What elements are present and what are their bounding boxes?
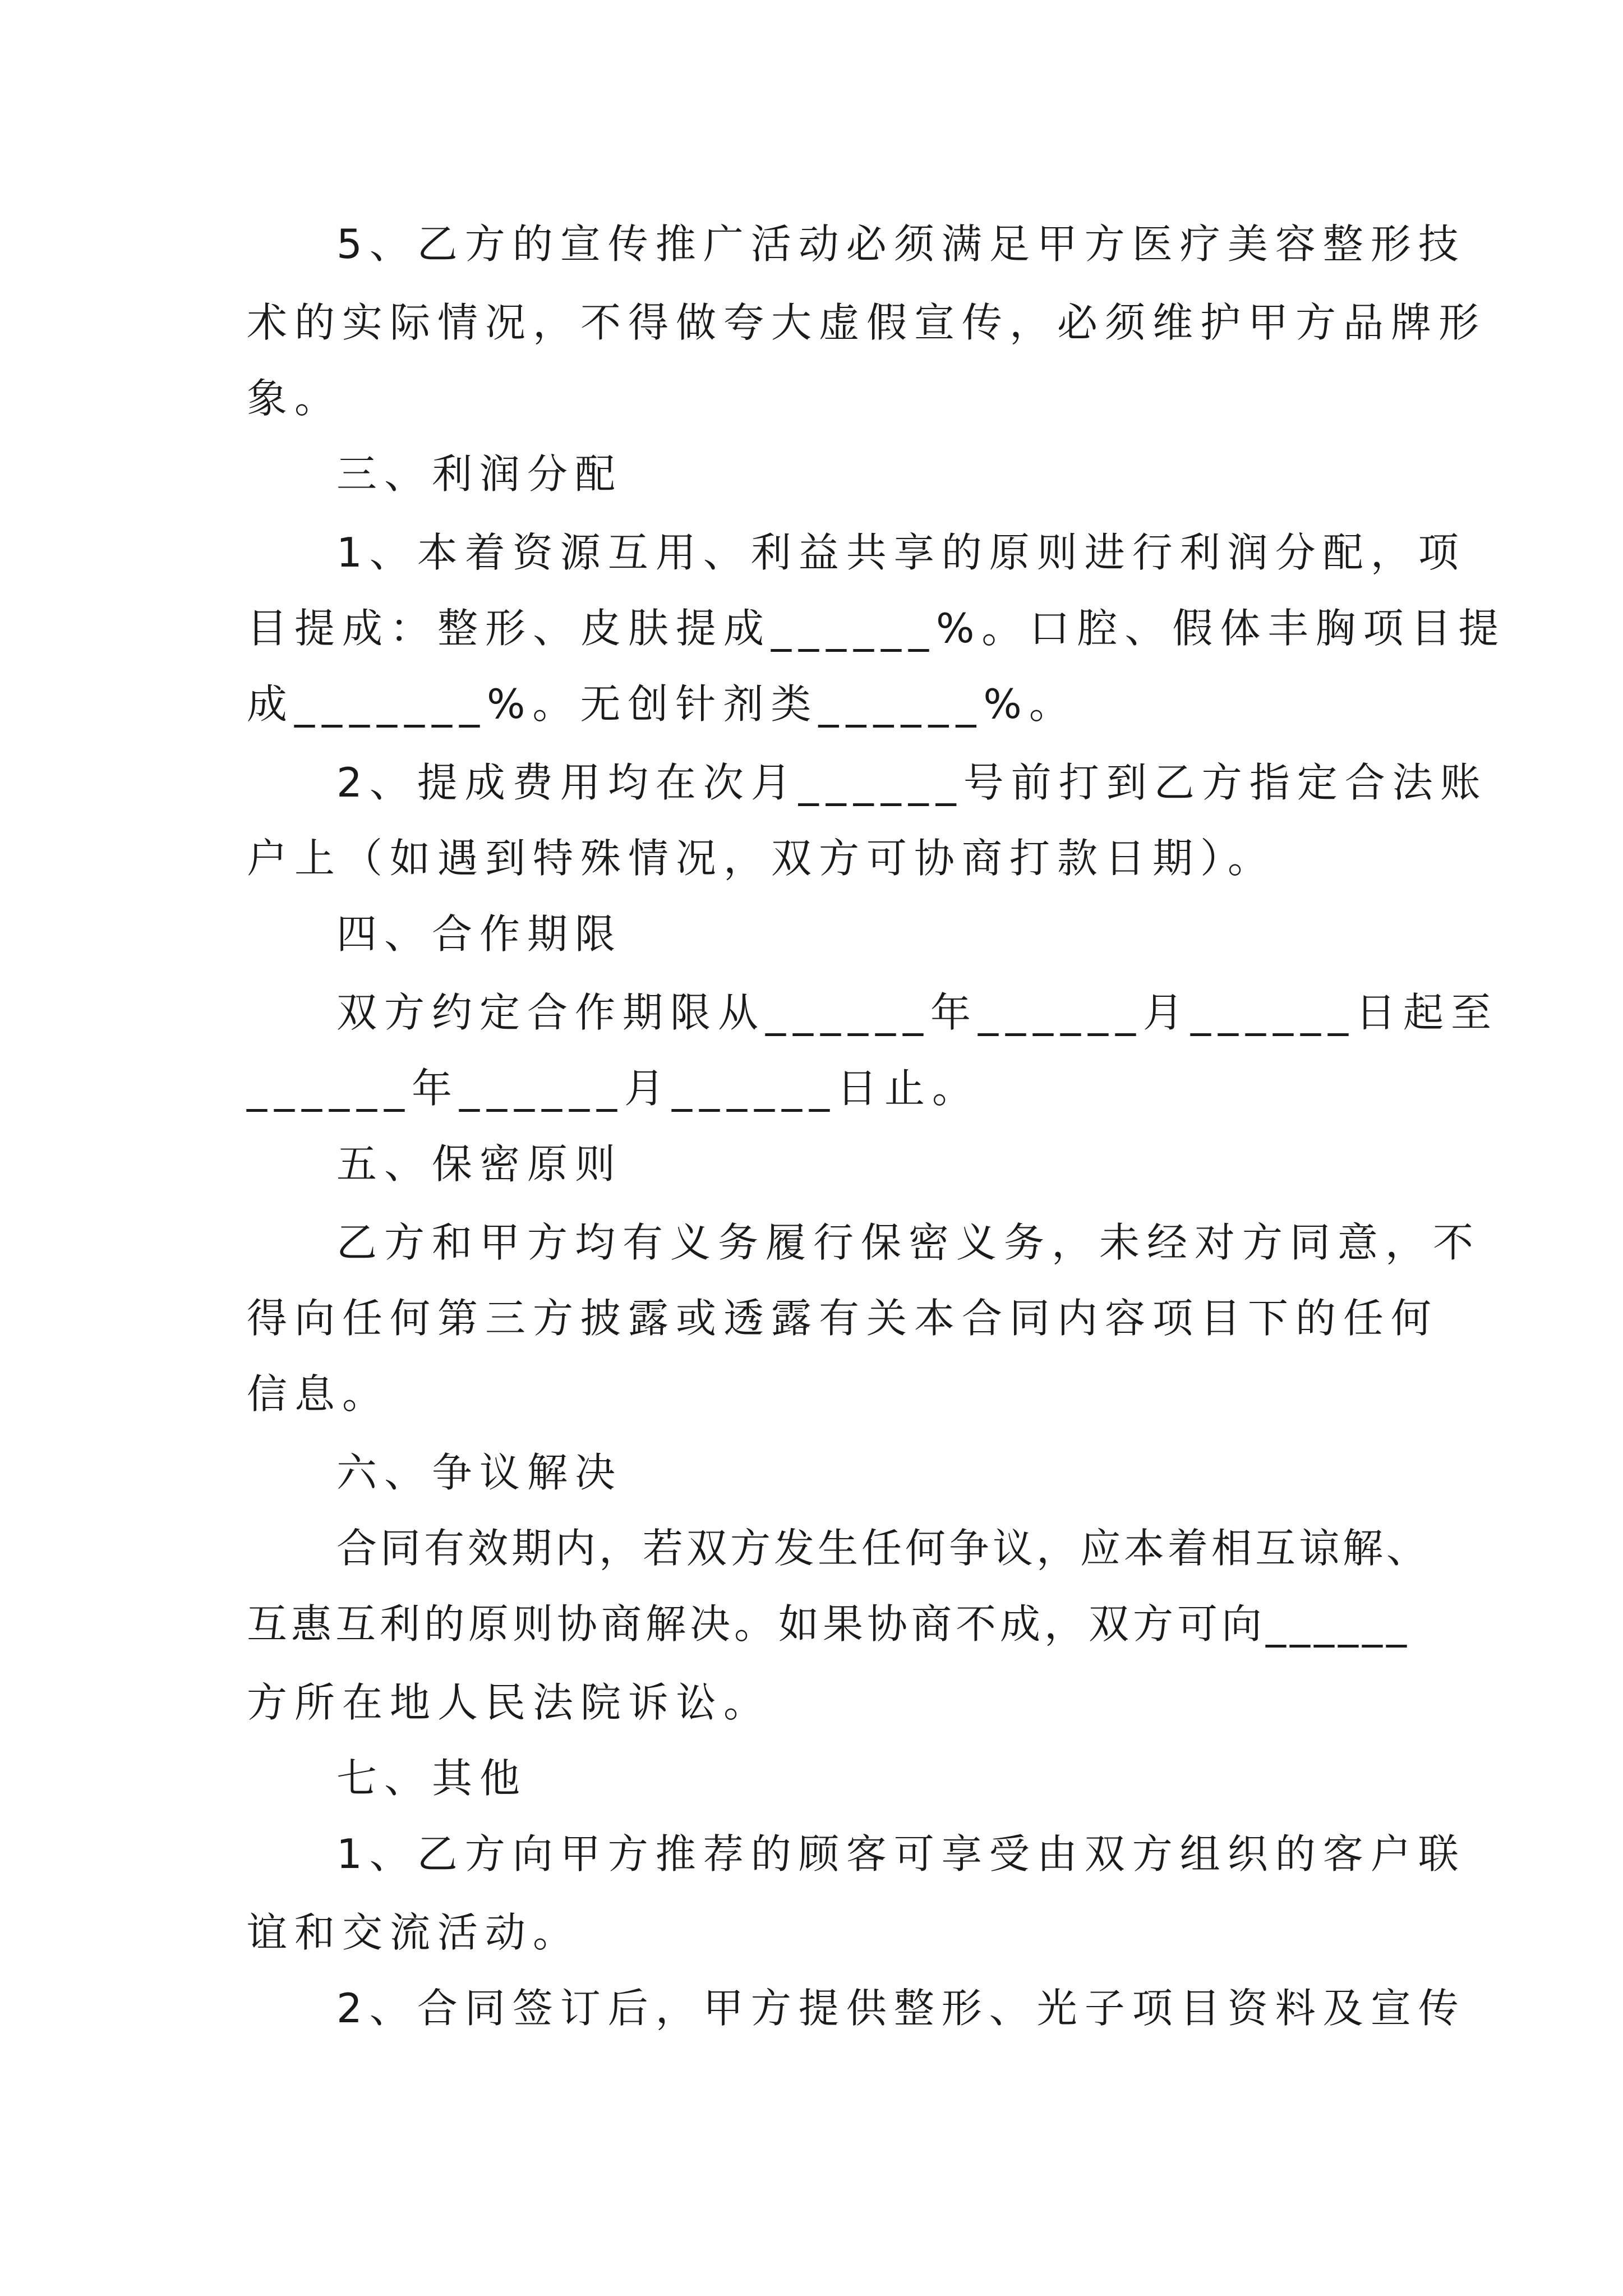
text-line: 术的实际情况，不得做夸大虚假宣传，必须维护甲方品牌形 <box>247 299 1487 346</box>
section-heading: 三、利润分配 <box>336 450 623 498</box>
text-line: 方所在地人民法院诉讼。 <box>247 1679 772 1726</box>
text-line: 双方约定合作期限从______年______月______日起至 <box>336 989 1499 1036</box>
text-line: 2、合同签订后，甲方提供整形、光子项目资料及宣传 <box>336 1985 1466 2032</box>
text-line: 得向任何第三方披露或透露有关本合同内容项目下的任何 <box>247 1295 1439 1342</box>
text-line: 5、乙方的宣传推广活动必须满足甲方医疗美容整形技 <box>336 220 1466 268</box>
text-line: 1、本着资源互用、利益共享的原则进行利润分配，项 <box>336 529 1466 576</box>
section-heading: 五、保密原则 <box>336 1140 623 1188</box>
section-heading: 四、合作期限 <box>336 910 623 958</box>
text-line: 户上（如遇到特殊情况，双方可协商打款日期）。 <box>247 835 1276 882</box>
text-line: 象。 <box>247 375 343 422</box>
text-line: 1、乙方向甲方推荐的顾客可享受由双方组织的客户联 <box>336 1830 1466 1878</box>
text-line: 谊和交流活动。 <box>247 1909 581 1956</box>
text-line: 目提成：整形、皮肤提成______%。口腔、假体丰胸项目提 <box>247 605 1506 652</box>
section-heading: 六、争议解决 <box>336 1449 623 1496</box>
text-line: 成_______%。无创针剂类______%。 <box>247 680 1077 728</box>
text-line: 乙方和甲方均有义务履行保密义务，未经对方同意，不 <box>336 1219 1481 1266</box>
section-heading: 七、其他 <box>336 1755 528 1802</box>
text-line: ______年______月______日止。 <box>247 1065 980 1112</box>
text-line: 2、提成费用均在次月______号前打到乙方指定合法账 <box>336 759 1488 806</box>
text-line: 合同有效期内，若双方发生任何争议，应本着相互谅解、 <box>336 1525 1431 1572</box>
text-line: 信息。 <box>247 1370 390 1418</box>
text-line: 互惠互利的原则协商解决。如果协商不成，双方可向______ <box>247 1600 1411 1648</box>
